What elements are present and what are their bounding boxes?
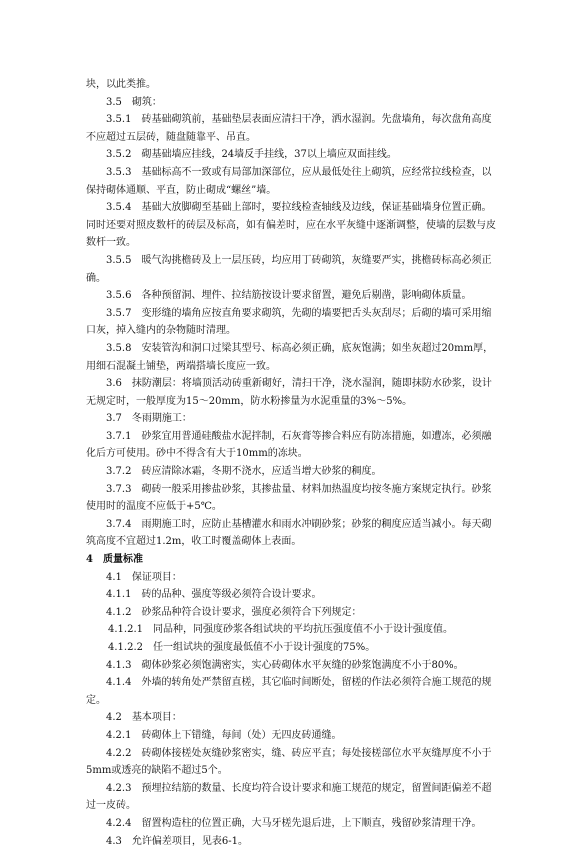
paragraph: 4.1.2.2 任一组试块的强度最低值不小于设计强度的75%。 (98, 642, 376, 653)
paragraph: 3.5.3 基础标高不一致或有局部加深部位，应从最低处往上砌筑，应经常拉线检查，以保持砌体通顺、平直，防止砌成“螺丝”墙。 (86, 166, 492, 196)
paragraph: 4.2.1 砖砌体上下错缝，每间（处）无四皮砖通缝。 (106, 729, 342, 741)
paragraph: 3.5.5 暖气沟挑檐砖及上一层压砖，均应用丁砖砌筑，灰缝要严实，挑檐砖标高必须正确。 (86, 254, 492, 284)
paragraph: 4 质量标准 (86, 554, 143, 566)
paragraph: 3.5.8 安装管沟和洞口过梁其型号、标高必须正确，底灰饱满；如坐灰超过20mm厚，用细石混凝土铺垫，两端搭墙长度应一致。 (86, 342, 494, 372)
paragraph: 4.1.4 外墙的转角处严禁留直槎，其它临时间断处，留槎的作法必须符合施工规范的规定。 (86, 677, 492, 706)
paragraph: 4.2 基本项目： (106, 712, 182, 724)
document-page (86, 76, 496, 850)
paragraph: 3.5 砌筑： (106, 96, 162, 108)
paragraph: 3.6 抹防潮层：将墙顶活动砖重新砌好，清扫干净，浇水湿润，随即抹防水砂浆，设计无规定时，一般厚度为15～20mm，防水粉掺量为水泥重量的3%～5%。 (86, 378, 492, 407)
paragraph: 4.1.1 砖的品种、强度等级必须符合设计要求。 (106, 589, 322, 601)
paragraph: 3.7 冬雨期施工： (106, 413, 192, 425)
paragraph: 3.5.7 变形缝的墙角应按直角要求砌筑，先砌的墙要把舌头灰刮尽；后砌的墙可采用缩口灰，掉入缝内的杂物随时清理。 (86, 307, 492, 337)
paragraph: 4.3 允许偏差项目，见表6-1。 (106, 835, 249, 847)
paragraph: 3.7.1 砂浆宜用普通硅酸盐水泥拌制，石灰膏等掺合料应有防冻措施，如遭冻，必须融化后方可使用。砂中不得含有大于10mm的冻块。 (86, 430, 492, 460)
paragraph: 3.5.2 砌基础墙应挂线，24墙反手挂线，37以上墙应双面挂线。 (106, 149, 397, 161)
paragraph: 3.7.3 砌砖一般采用掺盐砂浆，其掺盐量、材料加热温度均按冬施方案规定执行。砂浆使用时的温度不应低于+5℃。 (86, 483, 492, 513)
paragraph: 3.5.1 砖基础砌筑前，基础垫层表面应清扫干净，洒水湿润。先盘墙角，每次盘角高度不应超过五层砖，随盘随靠平、吊直。 (86, 114, 492, 143)
paragraph: 3.7.2 砖应清除冰霜，冬期不浇水，应适当增大砂浆的稠度。 (106, 466, 382, 478)
paragraph: 4.2.4 留置构造柱的位置正确，大马牙槎先退后进，上下顺直，残留砂浆清理干净。 (106, 817, 482, 829)
paragraph: 块，以此类推。 (86, 79, 156, 90)
paragraph: 3.7.4 雨期施工时，应防止基槽灌水和雨水冲刷砂浆；砂浆的稠度应适当减小。每天砌筑高度不宜超过1.2m，收工时覆盖砌体上表面。 (86, 518, 492, 548)
paragraph: 3.5.4 基础大放脚砌至基础上部时，要拉线检查轴线及边线，保证基础墙身位置正确。同时还要对照皮数杆的砖层及标高，如有偏差时，应在水平灰缝中逐渐调整，使墙的层数与皮数杆一致。 (86, 202, 496, 249)
paragraph: 4.2.3 预埋拉结筋的数量、长度均符合设计要求和施工规范的规定，留置间距偏差不超过一皮砖。 (86, 782, 492, 812)
paragraph: 4.1 保证项目： (106, 571, 182, 583)
paragraph: 4.1.3 砌体砂浆必须饱满密实，实心砖砌体水平灰缝的砂浆饱满度不小于80%。 (106, 659, 464, 671)
paragraph: 3.5.6 各种预留洞、埋件、拉结筋按设计要求留置，避免后剔凿，影响砌体质量。 (106, 290, 472, 302)
paragraph: 4.1.2 砂浆品种符合设计要求，强度必须符合下列规定： (106, 606, 362, 618)
paragraph: 4.2.2 砖砌体接槎处灰缝砂浆密实，缝、砖应平直；每处接槎部位水平灰缝厚度不小于5mm或透亮的缺陷不超过5个。 (86, 747, 492, 777)
paragraph: 4.1.2.1 同品种，同强度砂浆各组试块的平均抗压强度值不小于设计强度值。 (98, 624, 453, 636)
